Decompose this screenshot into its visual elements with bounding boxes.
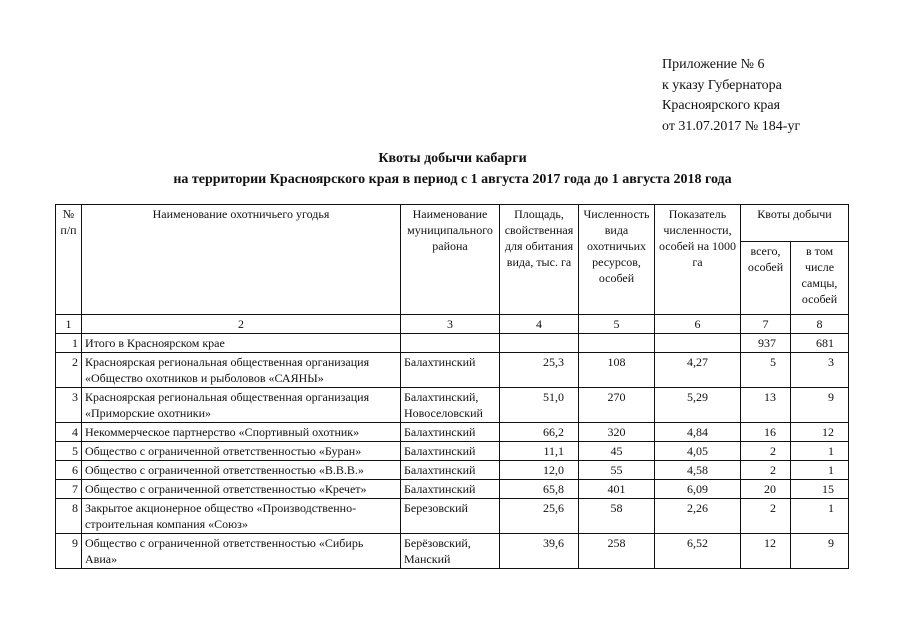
appendix-block: [662, 55, 800, 137]
row-num: 5: [56, 442, 82, 461]
row-quota-total: 2: [741, 461, 791, 480]
table-row: [56, 423, 849, 442]
row-population: 270: [579, 388, 655, 423]
column-number-row: [56, 315, 849, 334]
table-row: [56, 480, 849, 499]
row-quota-males: 3: [791, 353, 849, 388]
col-num-4: 4: [500, 315, 579, 334]
row-area: 51,0: [500, 388, 579, 423]
table-row: [56, 534, 849, 569]
row-district: Балахтинский: [401, 423, 500, 442]
header-name: Наименование охотничьего угодья: [82, 205, 401, 315]
row-quota-total: 5: [741, 353, 791, 388]
row-area: 12,0: [500, 461, 579, 480]
row-quota-males: 1: [791, 442, 849, 461]
header-district: Наименование муниципального района: [401, 205, 500, 315]
appendix-line-1: Приложение № 6: [662, 57, 765, 72]
col-num-2: 2: [82, 315, 401, 334]
col-num-1: 1: [56, 315, 82, 334]
document-title: [0, 148, 905, 190]
row-quota-total: 2: [741, 442, 791, 461]
title-line-1: Квоты добычи кабарги: [378, 151, 527, 166]
row-num: 4: [56, 423, 82, 442]
row-num: 8: [56, 499, 82, 534]
row-hunting-ground: Красноярская региональная общественная организация «Приморские охотники»: [82, 388, 401, 423]
total-quota: 937: [741, 334, 791, 353]
row-hunting-ground: Некоммерческое партнерство «Спортивный охотник»: [82, 423, 401, 442]
row-district: Балахтинский: [401, 353, 500, 388]
row-population: 401: [579, 480, 655, 499]
col-num-8: 8: [791, 315, 849, 334]
header-row-1: [56, 205, 849, 242]
table-body: [56, 353, 849, 569]
total-num: 1: [56, 334, 82, 353]
row-density: 5,29: [655, 388, 741, 423]
row-area: 25,6: [500, 499, 579, 534]
row-num: 2: [56, 353, 82, 388]
row-quota-males: 1: [791, 461, 849, 480]
col-num-3: 3: [401, 315, 500, 334]
row-hunting-ground: Общество с ограниченной ответственностью «Буран»: [82, 442, 401, 461]
row-population: 258: [579, 534, 655, 569]
table-row: [56, 461, 849, 480]
row-district: Балахтинский: [401, 461, 500, 480]
row-num: 7: [56, 480, 82, 499]
row-num: 6: [56, 461, 82, 480]
row-area: 25,3: [500, 353, 579, 388]
row-quota-males: 9: [791, 388, 849, 423]
row-density: 4,05: [655, 442, 741, 461]
row-population: 320: [579, 423, 655, 442]
row-population: 45: [579, 442, 655, 461]
appendix-line-2: к указу Губернатора: [662, 77, 782, 93]
header-total: всего, особей: [741, 242, 791, 315]
row-area: 39,6: [500, 534, 579, 569]
appendix-line-4: от 31.07.2017 № 184-уг: [662, 118, 801, 134]
col-num-5: 5: [579, 315, 655, 334]
row-population: 55: [579, 461, 655, 480]
row-density: 2,26: [655, 499, 741, 534]
row-hunting-ground: Красноярская региональная общественная организация «Общество охотников и рыболовов «САЯНЫ»: [82, 353, 401, 388]
row-district: Березовский: [401, 499, 500, 534]
row-population: 108: [579, 353, 655, 388]
total-name: Итого в Красноярском крае: [82, 334, 401, 353]
table-row: [56, 388, 849, 423]
row-density: 4,58: [655, 461, 741, 480]
row-district: Балахтинский, Новоселовский: [401, 388, 500, 423]
table-row: [56, 499, 849, 534]
total-males: 681: [791, 334, 849, 353]
row-quota-males: 12: [791, 423, 849, 442]
row-district: Балахтинский: [401, 480, 500, 499]
row-quota-total: 16: [741, 423, 791, 442]
row-quota-total: 12: [741, 534, 791, 569]
header-density: Показатель численности, особей на 1000 га: [655, 205, 741, 315]
table-row: [56, 442, 849, 461]
header-quotas: Квоты добычи: [741, 205, 849, 242]
quota-table: [55, 204, 849, 569]
row-quota-total: 2: [741, 499, 791, 534]
row-hunting-ground: Общество с ограниченной ответственностью «Сибирь Авиа»: [82, 534, 401, 569]
row-quota-total: 13: [741, 388, 791, 423]
row-density: 4,27: [655, 353, 741, 388]
row-area: 11,1: [500, 442, 579, 461]
header-area: Площадь, свойственная для обитания вида, тыс. га: [500, 205, 579, 315]
row-num: 9: [56, 534, 82, 569]
row-density: 6,09: [655, 480, 741, 499]
total-row: [56, 334, 849, 353]
row-num: 3: [56, 388, 82, 423]
header-population: Численность вида охотничьих ресурсов, особей: [579, 205, 655, 315]
row-district: Берёзовский, Манский: [401, 534, 500, 569]
row-district: Балахтинский: [401, 442, 500, 461]
row-population: 58: [579, 499, 655, 534]
col-num-7: 7: [741, 315, 791, 334]
row-quota-males: 15: [791, 480, 849, 499]
appendix-line-3: Красноярского края: [662, 98, 781, 113]
header-num: № п/п: [56, 205, 82, 315]
row-hunting-ground: Закрытое акционерное общество «Производственно-строительная компания «Союз»: [82, 499, 401, 534]
table-row: [56, 353, 849, 388]
row-area: 65,8: [500, 480, 579, 499]
col-num-6: 6: [655, 315, 741, 334]
row-area: 66,2: [500, 423, 579, 442]
row-hunting-ground: Общество с ограниченной ответственностью «Кречет»: [82, 480, 401, 499]
header-males: в том числе самцы, особей: [791, 242, 849, 315]
row-hunting-ground: Общество с ограниченной ответственностью «В.В.В.»: [82, 461, 401, 480]
row-quota-males: 1: [791, 499, 849, 534]
row-quota-males: 9: [791, 534, 849, 569]
row-density: 6,52: [655, 534, 741, 569]
row-density: 4,84: [655, 423, 741, 442]
row-quota-total: 20: [741, 480, 791, 499]
title-line-2: на территории Красноярского края в период с 1 августа 2017 года до 1 августа 2018 года: [173, 172, 732, 187]
